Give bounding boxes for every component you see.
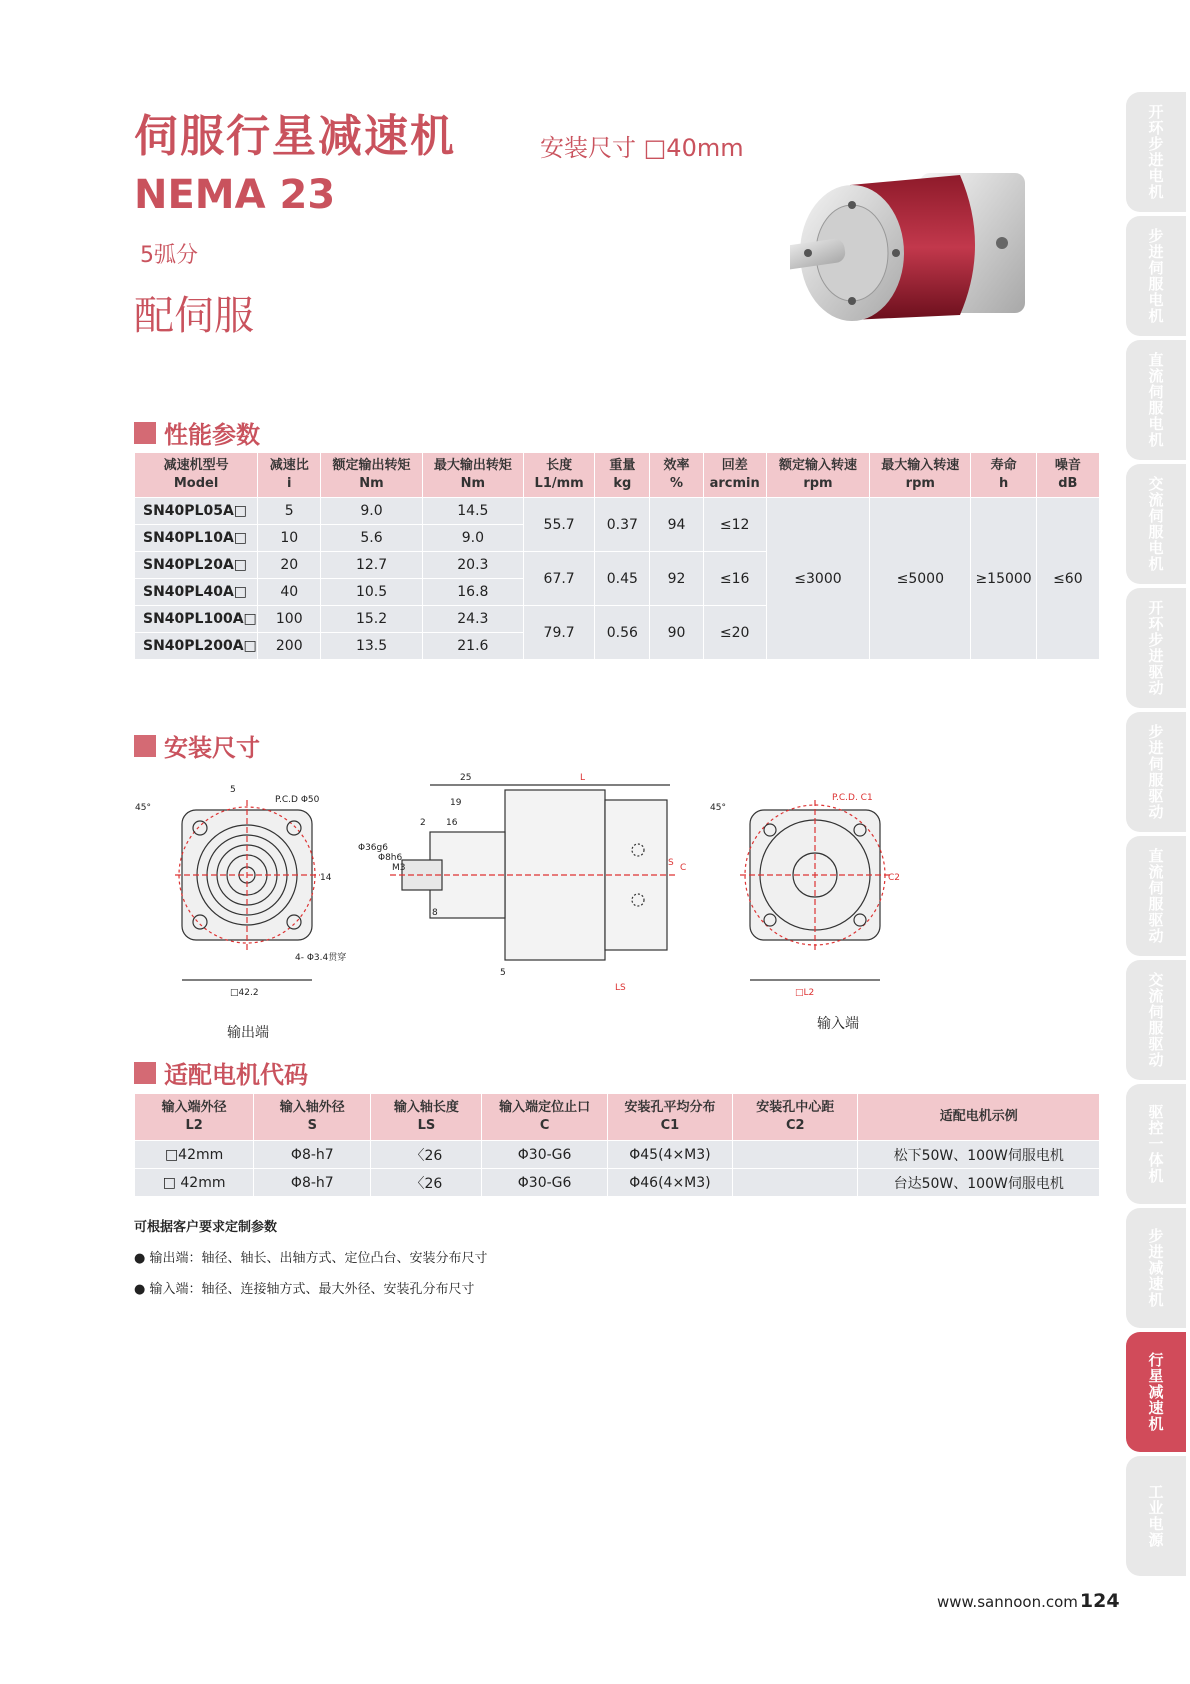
dim-phi36: Φ36g6	[358, 843, 388, 853]
dim-L2: □L2	[795, 988, 815, 998]
side-tab-label: 开环步进驱动	[1146, 600, 1165, 696]
max-torque-cell: 14.5	[422, 498, 523, 525]
input-end-label: 输入端	[817, 1016, 859, 1032]
eff-cell: 92	[650, 552, 703, 606]
section-dimensions: 安装尺寸	[134, 728, 260, 763]
section-performance: 性能参数	[134, 415, 260, 450]
nema-size: NEMA 23	[134, 172, 336, 218]
table-cell: □42mm	[135, 1141, 254, 1169]
table-header-cell: 减速比 i	[258, 453, 321, 498]
model-cell: SN40PL20A□	[135, 552, 258, 579]
table-header-cell: 噪音 dB	[1036, 453, 1099, 498]
side-tab[interactable]	[1126, 712, 1186, 832]
table-header-cell: 输入轴外径 S	[254, 1094, 371, 1141]
max-torque-cell: 21.6	[422, 633, 523, 660]
rated-torque-cell: 15.2	[321, 606, 422, 633]
eff-cell: 90	[650, 606, 703, 660]
dim-L: L	[580, 773, 586, 783]
dim-45b: 45°	[710, 803, 726, 813]
max-torque-cell: 20.3	[422, 552, 523, 579]
table-header-cell: 重量 kg	[595, 453, 650, 498]
table-header-cell: 输入端定位止口 C	[482, 1094, 607, 1141]
eff-cell: 94	[650, 498, 703, 552]
model-cell: SN40PL10A□	[135, 525, 258, 552]
side-tab[interactable]	[1126, 340, 1186, 460]
side-tab[interactable]	[1126, 92, 1186, 212]
length-cell: 55.7	[524, 498, 595, 552]
dim-pcd-c1: P.C.D. C1	[832, 793, 873, 803]
backlash-cell: ≤12	[703, 498, 766, 552]
notes-heading: 可根据客户要求定制参数	[134, 1220, 278, 1235]
dim-s5: 5	[500, 968, 506, 978]
table-cell: 〈26	[371, 1141, 482, 1169]
side-tab-label: 直流伺服驱动	[1146, 848, 1165, 944]
dim-8: 8	[432, 908, 438, 918]
mount-size: 安装尺寸 □40mm	[540, 134, 744, 162]
table-header-cell: 输入轴长度 LS	[371, 1094, 482, 1141]
page-number: 124	[1079, 1590, 1120, 1612]
model-cell: SN40PL40A□	[135, 579, 258, 606]
table-header-cell: 回差 arcmin	[703, 453, 766, 498]
side-tab[interactable]	[1126, 1332, 1186, 1452]
table-header-cell: 额定输入转速 rpm	[766, 453, 869, 498]
max-torque-cell: 9.0	[422, 525, 523, 552]
table-cell	[733, 1169, 858, 1197]
side-tab-label: 步进伺服电机	[1146, 228, 1165, 324]
table-cell: □ 42mm	[135, 1169, 254, 1197]
side-tab-label: 步进伺服驱动	[1146, 724, 1165, 820]
side-tab-label: 直流伺服电机	[1146, 352, 1165, 448]
table-header-cell: 最大输入转速 rpm	[870, 453, 971, 498]
model-cell: SN40PL200A□	[135, 633, 258, 660]
table-cell: Φ30-G6	[482, 1169, 607, 1197]
table-header-cell: 安装孔中心距 C2	[733, 1094, 858, 1141]
table-header-cell: 输入端外径 L2	[135, 1094, 254, 1141]
dim-m3: M3	[392, 863, 406, 873]
max-torque-cell: 16.8	[422, 579, 523, 606]
ratio-cell: 100	[258, 606, 321, 633]
backlash-cell: ≤16	[703, 552, 766, 606]
table-cell: Φ8-h7	[254, 1169, 371, 1197]
servo-label: 配伺服	[134, 293, 254, 339]
dim-25: 25	[460, 773, 472, 783]
footer	[937, 1590, 1120, 1612]
footer-url[interactable]: www.sannoon.com	[937, 1593, 1078, 1611]
dim-C: C	[680, 863, 687, 873]
dim-5: 5	[230, 785, 236, 795]
noise-cell: ≤60	[1036, 498, 1099, 660]
dim-holes: 4- Φ3.4贯穿	[295, 953, 347, 963]
table-cell	[733, 1141, 858, 1169]
side-tab[interactable]	[1126, 960, 1186, 1080]
side-tab-label: 驱控一体机	[1146, 1104, 1165, 1184]
side-tab-label: 行星减速机	[1146, 1352, 1165, 1432]
rated-torque-cell: 5.6	[321, 525, 422, 552]
rated-speed-cell: ≤3000	[766, 498, 869, 660]
table-cell: Φ8-h7	[254, 1141, 371, 1169]
side-tab[interactable]	[1126, 464, 1186, 584]
table-row	[135, 498, 1100, 525]
backlash-cell: ≤20	[703, 606, 766, 660]
dim-phi8: Φ8h6	[378, 853, 403, 863]
section-marker-icon	[134, 735, 156, 757]
table-header-cell: 适配电机示例	[858, 1094, 1100, 1141]
side-tab[interactable]	[1126, 1208, 1186, 1328]
performance-table	[134, 452, 1100, 660]
model-cell: SN40PL100A□	[135, 606, 258, 633]
dim-45: 45°	[135, 803, 151, 813]
weight-cell: 0.37	[595, 498, 650, 552]
max-speed-cell: ≤5000	[870, 498, 971, 660]
backlash-label: 5弧分	[140, 243, 198, 268]
rated-torque-cell: 13.5	[321, 633, 422, 660]
ratio-cell: 40	[258, 579, 321, 606]
weight-cell: 0.56	[595, 606, 650, 660]
table-header-cell: 减速机型号 Model	[135, 453, 258, 498]
length-cell: 67.7	[524, 552, 595, 606]
length-cell: 79.7	[524, 606, 595, 660]
ratio-cell: 20	[258, 552, 321, 579]
dim-C2: C2	[888, 873, 901, 883]
rated-torque-cell: 9.0	[321, 498, 422, 525]
ratio-cell: 200	[258, 633, 321, 660]
ratio-cell: 10	[258, 525, 321, 552]
dim-14: 14	[320, 873, 332, 883]
table-header-cell: 寿命 h	[971, 453, 1036, 498]
side-tab-label: 步进减速机	[1146, 1228, 1165, 1308]
product-image	[790, 165, 1050, 335]
table-header-cell: 效率 %	[650, 453, 703, 498]
note-item: ● 输入端：轴径、连接轴方式、最大外径、安装孔分布尺寸	[134, 1282, 475, 1297]
model-cell: SN40PL05A□	[135, 498, 258, 525]
section-motor-codes: 适配电机代码	[134, 1055, 308, 1090]
table-row	[135, 1169, 1100, 1197]
side-tab[interactable]	[1126, 216, 1186, 336]
table-header-cell: 安装孔平均分布 C1	[607, 1094, 732, 1141]
section-marker-icon	[134, 1062, 156, 1084]
dim-sq422: □42.2	[230, 988, 259, 998]
dim-2: 2	[420, 818, 426, 828]
dim-pcd50: P.C.D Φ50	[275, 795, 320, 805]
output-end-label: 输出端	[227, 1025, 269, 1041]
side-tab[interactable]	[1126, 836, 1186, 956]
dim-S: S	[668, 858, 674, 868]
rated-torque-cell: 10.5	[321, 579, 422, 606]
section-marker-icon	[134, 422, 156, 444]
weight-cell: 0.45	[595, 552, 650, 606]
table-header-cell: 额定输出转矩 Nm	[321, 453, 422, 498]
table-cell: Φ45(4×M3)	[607, 1141, 732, 1169]
ratio-cell: 5	[258, 498, 321, 525]
side-tabs	[1126, 92, 1190, 1580]
dimension-drawing	[130, 770, 1030, 1005]
dim-LS: LS	[615, 983, 626, 993]
note-item: ● 输出端：轴径、轴长、出轴方式、定位凸台、安装分布尺寸	[134, 1251, 488, 1266]
rated-torque-cell: 12.7	[321, 552, 422, 579]
side-tab-label: 交流伺服驱动	[1146, 972, 1165, 1068]
side-tab[interactable]	[1126, 588, 1186, 708]
motor-code-table	[134, 1093, 1100, 1197]
table-header-cell: 长度 L1/mm	[524, 453, 595, 498]
table-cell: Φ46(4×M3)	[607, 1169, 732, 1197]
table-header-cell: 最大输出转矩 Nm	[422, 453, 523, 498]
life-cell: ≥15000	[971, 498, 1036, 660]
table-cell: 〈26	[371, 1169, 482, 1197]
table-cell: 台达50W、100W伺服电机	[858, 1169, 1100, 1197]
custom-notes	[134, 1216, 487, 1309]
table-row	[135, 1141, 1100, 1169]
table-cell: 松下50W、100W伺服电机	[858, 1141, 1100, 1169]
side-tab-label: 工业电源	[1146, 1484, 1165, 1548]
side-tab[interactable]	[1126, 1456, 1186, 1576]
page-title: 伺服行星减速机	[134, 111, 456, 162]
table-cell: Φ30-G6	[482, 1141, 607, 1169]
max-torque-cell: 24.3	[422, 606, 523, 633]
side-tab-label: 开环步进电机	[1146, 104, 1165, 200]
side-tab-label: 交流伺服电机	[1146, 476, 1165, 572]
dim-16: 16	[446, 818, 458, 828]
dim-19: 19	[450, 798, 462, 808]
side-tab[interactable]	[1126, 1084, 1186, 1204]
